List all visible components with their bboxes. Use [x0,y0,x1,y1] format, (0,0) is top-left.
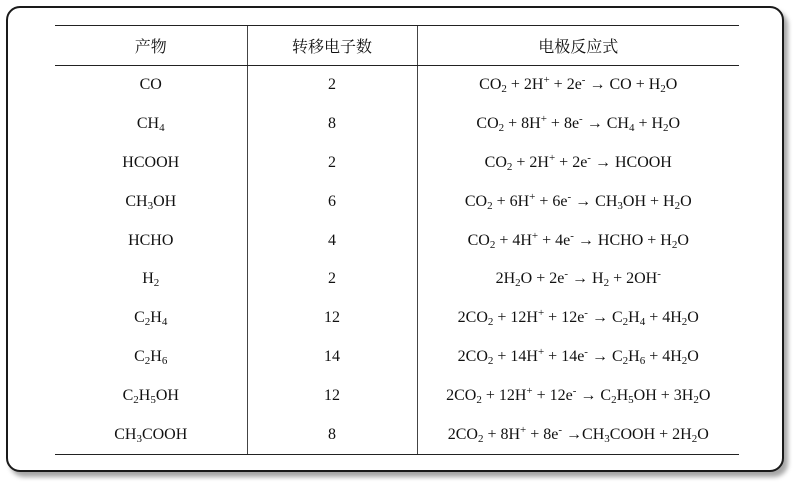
text-segment: → CO + H [585,76,661,94]
reaction-table [55,25,739,455]
subscript: 2 [489,238,496,251]
text-segment: + 12e [544,309,585,327]
text-segment: OH [153,192,177,210]
subscript: 2 [476,394,482,407]
reaction-cell [417,143,739,182]
superscript: + [540,112,547,125]
product-cell [55,104,247,143]
product-cell [55,221,247,260]
text-segment: + 6e [535,192,568,210]
text-segment: 2CO [457,348,488,366]
electrons-cell: 8 [247,104,417,143]
subscript: 2 [501,83,507,96]
product-cell [55,260,247,299]
superscript: + [548,151,556,164]
table-body [55,66,739,455]
electrons-cell: 12 [247,299,417,338]
subscript: 2 [498,121,505,134]
superscript: + [537,346,545,359]
header-row [55,26,739,66]
reaction-cell [417,377,739,416]
subscript: 2 [133,394,139,407]
text-segment: COOH [141,425,188,443]
subscript: 3 [147,199,154,212]
product-cell [55,143,247,182]
subscript: 2 [487,355,494,368]
superscript: - [581,74,586,87]
text-segment: + 8H [504,114,541,132]
subscript: 2 [515,277,521,290]
text-segment: + 4H [645,309,682,327]
reaction-cell [417,104,739,143]
subscript: 2 [506,160,513,173]
product-cell [55,66,247,105]
subscript: 2 [663,121,669,134]
text-segment: + 6H [492,192,530,210]
text-segment: O [698,387,711,405]
electrons-cell: 8 [247,416,417,455]
reaction-cell [417,182,739,221]
subscript: 2 [144,316,151,329]
table-frame [6,6,784,472]
text-segment: + 14e [544,348,585,366]
subscript: 2 [153,277,160,290]
electrons-cell: 6 [247,182,417,221]
subscript: 2 [622,355,629,368]
subscript: 6 [639,355,646,368]
reaction-cell [417,299,739,338]
table-row [55,143,739,182]
text-segment: → C [587,348,623,366]
text-segment: + 12H [481,387,527,405]
text-segment: CO [467,231,490,249]
subscript: 5 [150,394,156,407]
text-segment: H [138,387,151,405]
text-segment: + 12e [532,387,573,405]
table-row [55,299,739,338]
superscript: - [572,385,577,398]
superscript: + [520,423,527,436]
text-segment: + 14H [493,348,538,366]
reaction-cell [417,338,739,377]
subscript: 6 [161,355,168,368]
superscript: + [543,74,550,87]
table-row [55,104,739,143]
superscript: + [526,385,533,398]
superscript: + [531,229,539,242]
header-electrons: 转移电子数 [247,26,417,66]
text-segment: H [616,387,629,405]
subscript: 2 [681,316,688,329]
subscript: 5 [628,394,634,407]
subscript: 2 [674,199,681,212]
text-segment: OH [155,387,179,405]
text-segment: + 12H [493,309,538,327]
text-segment: O + 2e [520,270,565,288]
text-segment: C [134,309,145,327]
superscript: + [529,190,536,203]
text-segment: HCHO [128,231,174,249]
electrons-cell: 14 [247,338,417,377]
subscript: 4 [159,121,165,134]
subscript: 3 [604,432,610,445]
electrons-cell: 2 [247,66,417,105]
text-segment: OH + H [622,192,675,210]
text-segment: 2CO [447,425,478,443]
superscript: - [579,112,583,125]
text-segment: HCOOH [122,153,180,171]
text-segment: → H [568,270,604,288]
subscript: 2 [622,316,629,329]
product-cell [55,338,247,377]
text-segment: + 2H [506,76,544,94]
electrons-cell: 2 [247,260,417,299]
subscript: 3 [136,432,142,445]
reaction-cell [417,260,739,299]
subscript: 2 [477,432,484,445]
text-segment: →CH [562,425,605,443]
subscript: 4 [161,316,168,329]
table-row [55,416,739,455]
product-cell [55,416,247,455]
table-row [55,182,739,221]
subscript: 2 [487,199,493,212]
text-segment: O [665,76,678,94]
reaction-cell [417,221,739,260]
superscript: - [558,423,563,436]
subscript: 2 [611,394,617,407]
subscript: 4 [628,121,635,134]
subscript: 2 [487,316,494,329]
subscript: 4 [639,316,646,329]
text-segment: C [134,348,145,366]
text-segment: + 4e [538,231,571,249]
electrons-cell: 2 [247,143,417,182]
text-segment: C [122,387,134,405]
product-cell [55,299,247,338]
header-reaction: 电极反应式 [417,26,739,66]
text-segment: H [628,309,640,327]
text-segment: CO [139,76,162,94]
text-segment: → HCOOH [590,153,672,171]
text-segment: CH [136,114,160,132]
text-segment: + 2e [555,153,588,171]
subscript: 2 [660,83,666,96]
superscript: - [587,151,591,164]
text-segment: CH [125,192,148,210]
text-segment: COOH + 2H [609,425,692,443]
subscript: 2 [693,394,699,407]
text-segment: O [677,231,689,249]
text-segment: → CH [582,114,629,132]
text-segment: + 8e [546,114,580,132]
text-segment: → CH [571,192,618,210]
text-segment: CH [114,425,137,443]
superscript: - [657,268,661,281]
text-segment: OH + 3H [633,387,694,405]
text-segment: + 8e [526,425,559,443]
text-segment: 2CO [446,387,477,405]
electrons-cell: 4 [247,221,417,260]
electrons-cell: 12 [247,377,417,416]
text-segment: → C [576,387,612,405]
table-row [55,260,739,299]
text-segment: O [697,425,709,443]
text-segment: + 4H [645,348,682,366]
text-segment: CO [479,76,502,94]
table-row [55,66,739,105]
product-cell [55,377,247,416]
text-segment: + H [634,114,664,132]
superscript: + [537,307,545,320]
table-row [55,377,739,416]
text-segment: O [687,309,699,327]
superscript: - [564,268,569,281]
text-segment: CO [464,192,488,210]
subscript: 2 [691,432,698,445]
table-row [55,338,739,377]
header-product: 产物 [55,26,247,66]
subscript: 2 [681,355,688,368]
reaction-cell [417,66,739,105]
text-segment: → C [587,309,623,327]
text-segment: H [150,348,162,366]
text-segment: O [680,192,692,210]
text-segment: H [628,348,640,366]
superscript: - [584,307,588,320]
text-segment: H [150,309,162,327]
reaction-cell [417,416,739,455]
text-segment: CO [484,153,507,171]
text-segment: O [668,114,681,132]
text-segment: + 4H [495,231,532,249]
superscript: - [584,346,588,359]
superscript: - [570,229,574,242]
text-segment: → HCHO + H [573,231,672,249]
text-segment: 2H [495,270,516,288]
text-segment: + 8H [483,425,521,443]
subscript: 2 [144,355,151,368]
text-segment: 2CO [457,309,488,327]
text-segment: + 2e [549,76,582,94]
text-segment: + 2OH [609,270,658,288]
text-segment: O [687,348,699,366]
text-segment: + 2H [512,153,549,171]
text-segment: H [142,270,154,288]
subscript: 2 [603,277,610,290]
text-segment: CO [476,114,499,132]
table-row [55,221,739,260]
subscript: 3 [617,199,623,212]
superscript: - [567,190,572,203]
subscript: 2 [671,238,678,251]
product-cell [55,182,247,221]
